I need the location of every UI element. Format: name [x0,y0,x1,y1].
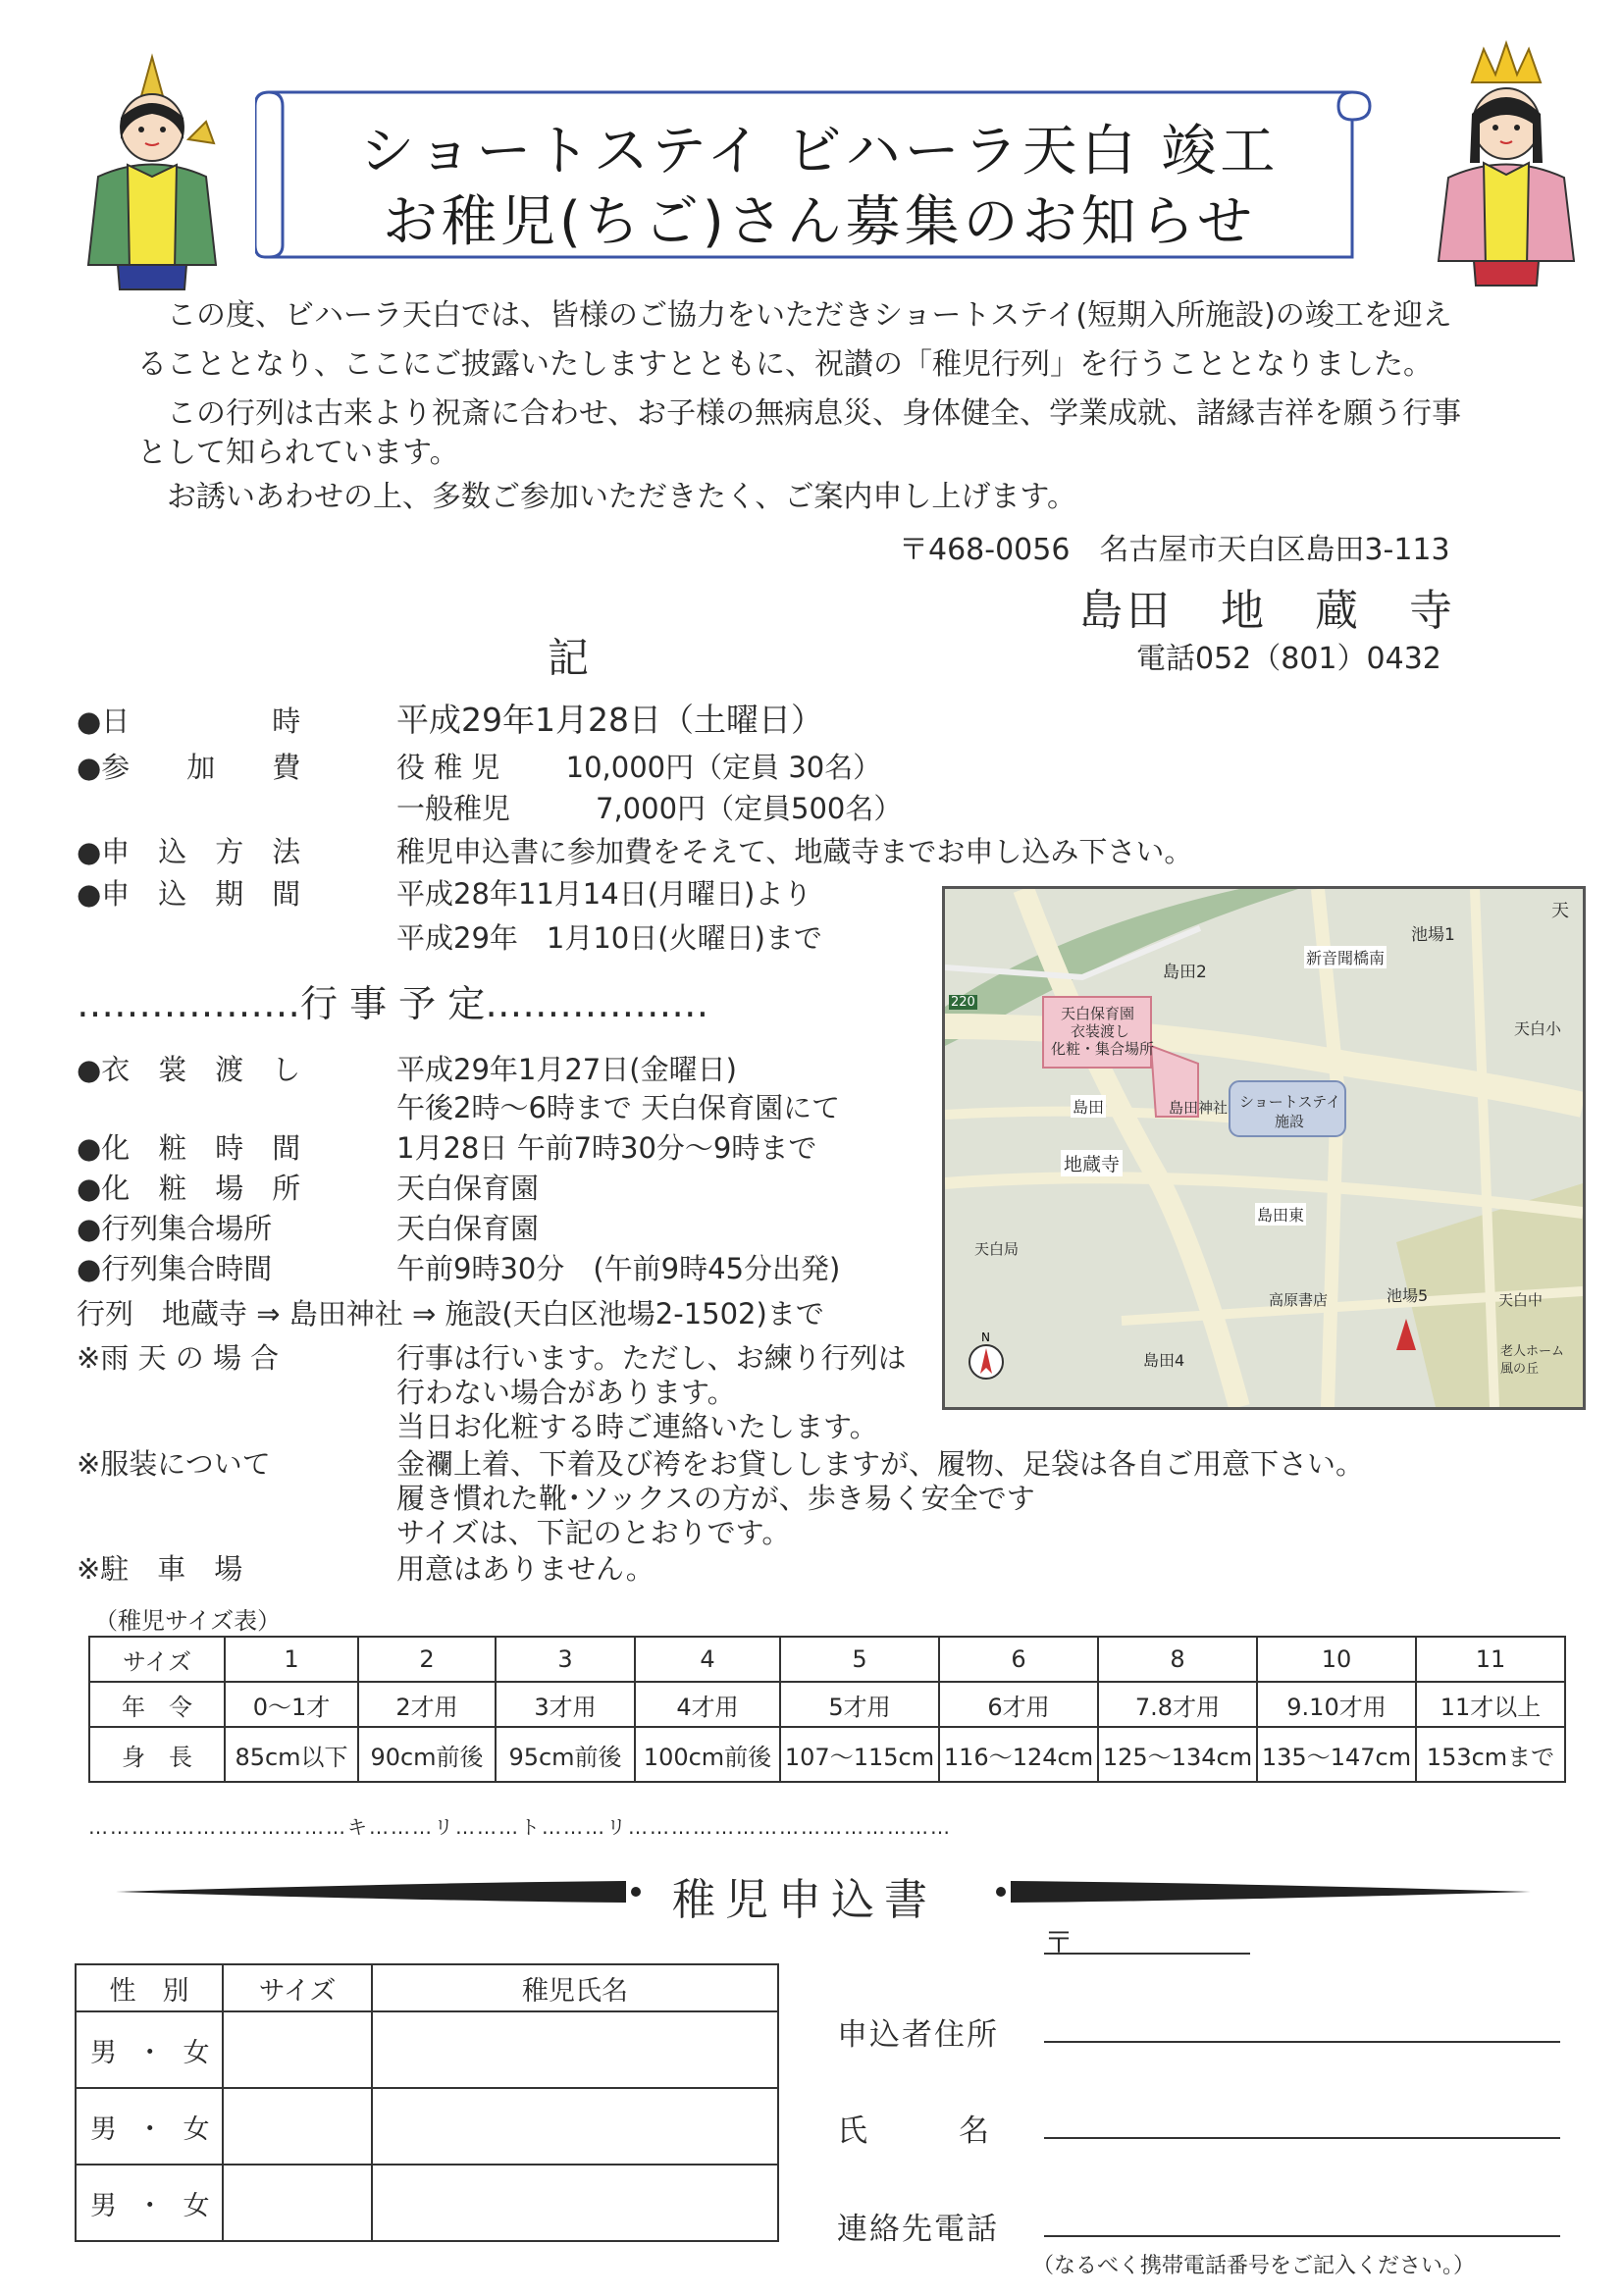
age-cell: 11才以上 [1416,1682,1565,1727]
size-cell: 6 [939,1637,1098,1682]
period-value-1: 平成28年11月14日(月曜日)より [396,877,812,911]
phone-note: （なるべく携帯電話番号をご記入ください。） [1032,2254,1476,2278]
map-label: 天白中 [1498,1291,1544,1309]
form-title: 稚児申込書 [672,1875,937,1925]
title-line-2: お稚児(ちご)さん募集のお知らせ [382,190,1256,254]
location-map [942,886,1586,1410]
gather-place-label: ●行列集合場所 [77,1212,273,1245]
makeup-time-label: ●化 粧 時 間 [77,1131,301,1165]
sender-address: 〒468-0056 名古屋市天白区島田3-113 [899,533,1450,567]
fee-label: ●参 加 費 [77,751,301,784]
rain-label: ※雨 天 の 場 合 [77,1341,280,1375]
map-label: 高原書店 [1269,1291,1329,1309]
name-field[interactable] [1044,2137,1560,2139]
intro-paragraph-1b: ることとなり、ここにご披露いたしますとともに、祝讃の「稚児行列」を行うこととなりました。 [137,347,1433,382]
date-value: 平成29年1月28日（土曜日） [396,701,823,739]
address-label: 申込者住所 [837,2017,999,2053]
intro-paragraph-3: お誘いあわせの上、多数ご参加いただきたく、ご案内申し上げます。 [167,480,1076,514]
rain-value-3: 当日お化粧する時ご連絡いたします。 [396,1410,878,1443]
age-cell: 5才用 [780,1682,939,1727]
map-label: 220 [951,995,975,1010]
makeup-place-label: ●化 粧 場 所 [77,1172,301,1205]
map-label: 池場5 [1387,1286,1429,1305]
date-label: ●日 時 [77,704,301,738]
height-cell: 153cmまで [1416,1727,1565,1782]
fee-value-2: 一般稚児 7,000円（定員500名） [396,792,903,825]
map-label: 新音聞橋南 [1304,946,1387,968]
fee-value-1: 役 稚 児 10,000円（定員 30名） [396,751,882,784]
age-cell: 年 令 [89,1682,225,1727]
map-label: 衣装渡し [1071,1022,1130,1040]
age-cell: 9.10才用 [1257,1682,1416,1727]
gather-time-label: ●行列集合時間 [77,1252,273,1285]
parking-value: 用意はありません。 [396,1552,654,1586]
height-cell: 95cm前後 [496,1727,635,1782]
title-line-1: ショートステイ ビハーラ天白 竣工 [359,120,1280,183]
size-cell: サイズ [89,1637,225,1682]
map-label: 老人ホーム [1500,1344,1565,1359]
svg-text:N: N [981,1331,990,1344]
dress-label: ※服装について [77,1447,271,1481]
size-cell: 4 [635,1637,780,1682]
height-cell: 90cm前後 [358,1727,496,1782]
age-cell: 7.8才用 [1098,1682,1257,1727]
height-cell: 125～134cm [1098,1727,1257,1782]
size-cell: 11 [1416,1637,1565,1682]
route: 行列 地蔵寺 ⇒ 島田神社 ⇒ 施設(天白区池場2-1502)まで [77,1297,824,1331]
map-label: 天 [1551,901,1569,921]
gather-time-value: 午前9時30分 (午前9時45分出発) [396,1252,841,1285]
map-label: 地蔵寺 [1061,1150,1123,1176]
flourish-left-icon [116,1879,646,1908]
map-label: 島田東 [1255,1203,1306,1226]
size-table-caption: （稚児サイズ表） [94,1607,282,1635]
address-field[interactable] [1044,2041,1560,2043]
age-cell: 2才用 [358,1682,496,1727]
method-value: 稚児申込書に参加費をそえて、地蔵寺までお申し込み下さい。 [396,835,1193,868]
costume-label: ●衣 裳 渡 し [77,1053,301,1086]
map-label: 風の丘 [1500,1362,1540,1377]
size-cell: 5 [780,1637,939,1682]
height-cell: 85cm以下 [225,1727,358,1782]
size-cell: 8 [1098,1637,1257,1682]
sender-phone: 電話052（801）0432 [1136,642,1441,676]
map-label: 島田神社 [1169,1099,1229,1117]
map-label: 島田2 [1163,963,1207,982]
child-name-field[interactable] [372,2165,778,2241]
size-cell: 1 [225,1637,358,1682]
map-label: 施設 [1275,1113,1305,1130]
height-cell: 116～124cm [939,1727,1098,1782]
height-cell: 107～115cm [780,1727,939,1782]
rain-value-2: 行わない場合があります。 [396,1376,736,1409]
ki-heading: 記 [548,634,590,682]
age-cell: 0～1才 [225,1682,358,1727]
size-field[interactable] [223,2165,372,2241]
map-label: 天白保育園 [1061,1005,1135,1022]
costume-value-2: 午後2時～6時まで 天白保育園にて [396,1091,841,1124]
map-label: 天白局 [974,1240,1020,1258]
size-header: サイズ [223,1964,372,2011]
child-doll-illustration-left [59,49,245,298]
size-cell: 10 [1257,1637,1416,1682]
child-name-field[interactable] [372,2088,778,2165]
parking-label: ※駐 車 場 [77,1552,243,1586]
height-cell: 100cm前後 [635,1727,780,1782]
period-value-2: 平成29年 1月10日(火曜日)まで [396,921,822,955]
title-banner [255,77,1384,273]
phone-label: 連絡先電話 [837,2212,999,2247]
gender-field[interactable]: 男 ･ 女 [76,2165,223,2241]
intro-paragraph-1a: この度、ビハーラ天白では、皆様のご協力をいただきショートステイ(短期入所施設)の竣工を迎え [167,298,1452,333]
map-label: 島田4 [1143,1351,1185,1370]
intro-paragraph-2b: として知られています。 [137,436,459,470]
schedule-heading: ………………行 事 予 定……………… [77,982,709,1025]
makeup-place-value: 天白保育園 [396,1172,540,1205]
map-label: ショートステイ [1239,1093,1341,1111]
map-label: 島田 [1071,1095,1106,1118]
age-cell: 3才用 [496,1682,635,1727]
rain-value-1: 行事は行います。ただし、お練り行列は [396,1341,907,1375]
gender-field[interactable]: 男 ･ 女 [76,2011,223,2088]
dress-value-1: 金襴上着、下着及び袴をお貸ししますが、履物、足袋は各自ご用意下さい。 [396,1447,1365,1481]
phone-field[interactable] [1044,2235,1560,2237]
size-field[interactable] [223,2011,372,2088]
dress-value-3: サイズは、下記のとおりです。 [396,1516,791,1549]
child-doll-illustration-right [1413,35,1599,294]
age-cell: 6才用 [939,1682,1098,1727]
makeup-time-value: 1月28日 午前7時30分～9時まで [396,1131,817,1165]
north-arrow-icon [967,1331,1006,1382]
map-label: 天白小 [1514,1019,1562,1038]
gender-field[interactable]: 男 ･ 女 [76,2088,223,2165]
method-label: ●申 込 方 法 [77,835,301,868]
postal-code-field[interactable] [1044,1953,1250,1955]
name-label: 氏 名 [837,2113,989,2149]
gather-place-value: 天白保育園 [396,1212,540,1245]
child-name-header: 稚児氏名 [372,1964,778,2011]
size-cell: 3 [496,1637,635,1682]
intro-paragraph-2a: この行列は古来より祝斎に合わせ、お子様の無病息災、身体健全、学業成就、諸縁吉祥を願う行事 [167,396,1462,431]
costume-value-1: 平成29年1月27日(金曜日) [396,1053,737,1086]
flourish-right-icon [991,1879,1531,1908]
cut-line: ………………………………キ………リ………ト………リ……………………………………… [88,1815,952,1839]
application-form-table [75,1963,779,2242]
map-label: 池場1 [1411,925,1455,945]
size-table [88,1636,1566,1783]
sender-temple-name: 島田 地 蔵 寺 [1079,586,1456,636]
postal-mark: 〒 [1044,1926,1073,1960]
age-cell: 4才用 [635,1682,780,1727]
gender-header: 性 別 [76,1964,223,2011]
height-cell: 135～147cm [1257,1727,1416,1782]
dress-value-2: 履き慣れた靴･ソックスの方が、歩き易く安全です [396,1482,1035,1515]
height-cell: 身 長 [89,1727,225,1782]
size-field[interactable] [223,2088,372,2165]
period-label: ●申 込 期 間 [77,877,301,911]
map-label: 化粧・集合場所 [1051,1040,1155,1058]
size-cell: 2 [358,1637,496,1682]
child-name-field[interactable] [372,2011,778,2088]
